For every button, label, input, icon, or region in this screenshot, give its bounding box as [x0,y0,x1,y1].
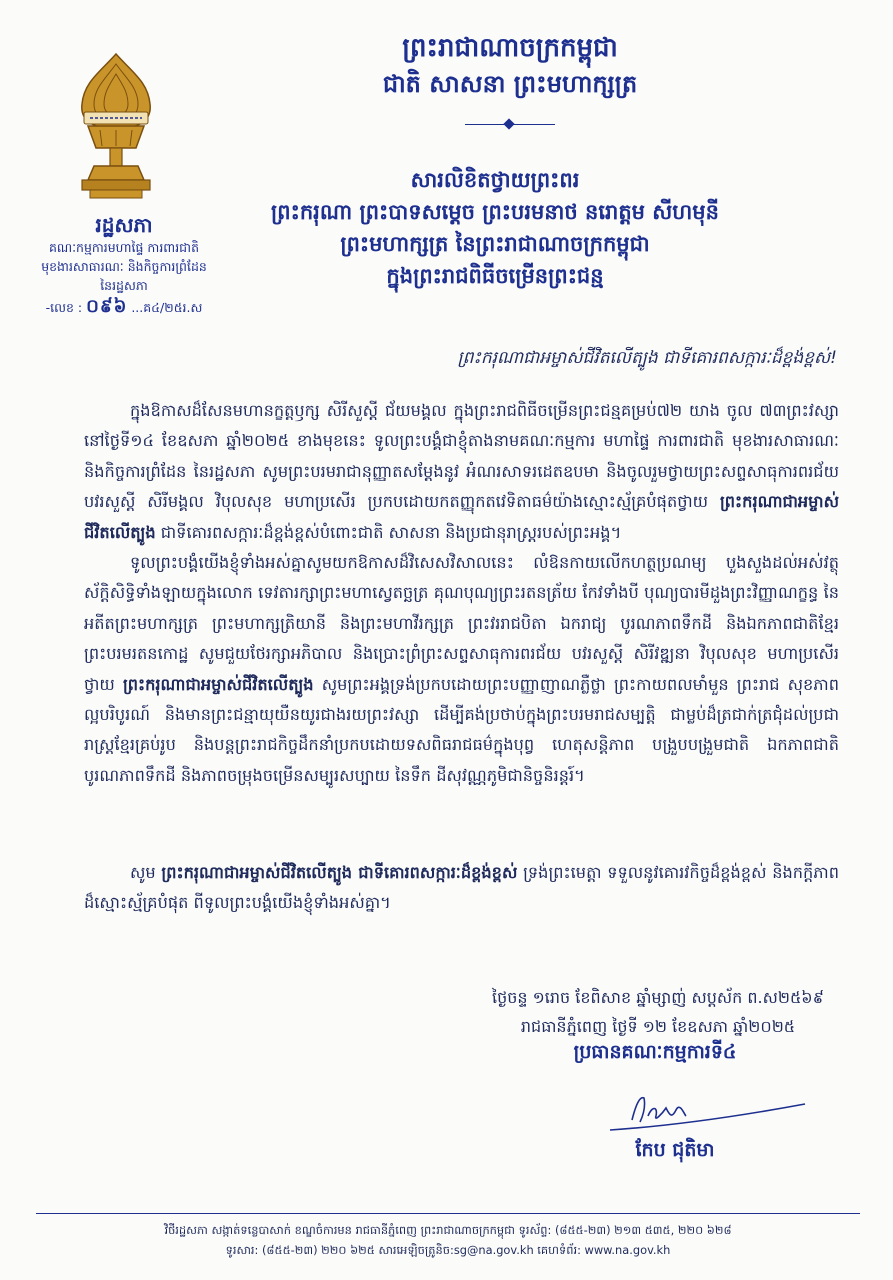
ornamental-divider [465,120,555,128]
kingdom-name: ព្រះរាជាណាចក្រកម្ពុជា [402,33,618,63]
letter-title [175,164,815,292]
royal-emblem-icon [70,52,162,202]
solar-date: រាជធានីភ្នំពេញ ថ្ងៃទី ១២ ខែឧសភា ឆ្នាំ២០២៥ [520,1017,796,1036]
paragraph-1: ក្នុងឱកាសដ៏សែនមហានក្ខត្តឫក្ស សិរីសួស្តី ជ័យមង្គល ក្នុងព្រះរាជពិធីចម្រើនព្រះជន្មគម្រប់៧២ យាង ចូល ៧៣ព្រះវស្សា នៅថ្ងៃទី១៤ ខែឧសភា ឆ្នាំ២០២៥ ខាងមុខនេះ ទូលព្រះបង្គំជាខ្ញុំតាងនាមគណៈកម្មការ មហាផ្ទៃ ការពារជាតិ មុខងារសាធារណៈ និងកិច្ចការព្រំដែន នៃរដ្ឋសភា សូមព្រះបរមរាជានុញ្ញាតសម្តែងនូវ អំណរសាទរដេតឧបមា និងចូលរួមថ្វាយព្រះសព្ទសាធុការពរជ័យ បវរសួស្តី សិរីមង្គល វិបុលសុខ មហាប្រសើរ ប្រកបដោយកតញ្ញុកតវេទិតាធម៌យ៉ាងស្មោះស្ម័គ្របំផុតថ្វាយ ព្រះករុណាជាអម្ចាស់ជីវិតលើត្បូង ជាទីគោរពសក្ការៈដ៏ខ្ពង់ខ្ពស់បំពោះជាតិ សាសនា និងប្រជានុរាស្ត្ររបស់ព្រះអង្គ។ [84,401,839,542]
signatory-title: ប្រធានគណៈកម្មការទី៤ [573,1041,737,1063]
title-line-1: សារលិខិតថ្វាយព្រះពរ [410,168,580,192]
ref-prefix: -លេខ : [45,300,83,315]
org-name: រដ្ឋសភា [95,213,153,237]
committee-line-3: នៃរដ្ឋសភា [100,278,148,293]
signatory-name: កែប ជុតិមា [635,1139,715,1161]
handwritten-signature [600,1086,810,1136]
paragraph-3: សូម ព្រះករុណាជាអម្ចាស់ជីវិតលើត្បូង ជាទីគោរពសក្ការៈដ៏ខ្ពង់ខ្ពស់ ទ្រង់ព្រះមេត្តា ទទួលនូវគោរវកិច្ចដ៏ខ្ពង់ខ្ពស់ និងកក្តីភាពដ៏ស្មោះស្ម័គ្របំផុត ពីទូលព្រះបង្គំយើងខ្ញុំទាំងអស់គ្នា។ [84,863,839,913]
date-block [488,983,828,1041]
committee-line-2: មុខងារសាធារណៈ និងកិច្ចការព្រំដែន [41,259,207,274]
salutation: ព្រះករុណាជាអម្ចាស់ជីវិតលើត្បូង ជាទីគោរពសក្ការៈដ៏ខ្ពង់ខ្ពស់! [457,348,837,368]
letterhead [230,30,790,128]
title-line-2: ព្រះករុណា ព្រះបាទសម្តេច ព្រះបរមនាថ នរោត្តម សីហមុនី [271,200,719,224]
national-motto: ជាតិ សាសនា ព្រះមហាក្សត្រ [382,70,638,98]
reference-number [24,297,224,318]
committee-line-1: គណៈកម្មការមហាផ្ទៃ ការពារជាតិ [49,240,199,255]
letter-body [84,396,839,922]
footer-address: វិថីរដ្ឋសភា សង្កាត់ទន្លេបាសាក់ ខណ្ឌចំការមន រាជធានីភ្នំពេញ ព្រះរាជាណាចក្រកម្ពុជា ទូរស័ព្ទ: (៨៥៥-២៣) ២១៣ ៥៣៥, ២២០ ៦២៨ [164,1223,732,1237]
footer-divider [36,1213,860,1214]
paragraph-2: ទូលព្រះបង្គំយើងខ្ញុំទាំងអស់គ្នាសូមយកឱកាសដ៏វិសេសវិសាលនេះ លំឱនកាយលើកហត្ថប្រណម្យ បួងសួងដល់អស់វត្ថុស័ក្តិសិទ្ធិទាំងឡាយក្នុងលោក ទេវតារក្សាព្រះមហាស្វេតច្ឆត្រ គុណបុណ្យព្រះរតនត្រ័យ កែវទាំងបី បុណ្យបារមីដួងព្រះវិញ្ញាណក្ខន្ធ នៃអតីតព្រះមហាក្សត្រ ព្រះមហាក្សត្រិយានី និងព្រះមហាវីរក្សត្រ ព្រះវររាជបិតា ឯករាជ្យ បូរណភាពទឹកដី និងឯកភាពជាតិខ្មែរ ព្រះបរមរតនកោដ្ឋ សូមជួយថែរក្សាអភិបាល និងប្រោះព្រំព្រះសព្ទសាធុការពរជ័យ បវរសួស្តី សិរីវឌ្ឍនា វិបុលសុខ មហាប្រសើរ ថ្វាយ ព្រះករុណាជាអម្ចាស់ជីវិតលើត្បូង សូមព្រះអង្គទ្រង់ប្រកបដោយព្រះបញ្ញាញាណភ្លឺថ្លា ព្រះកាយពលមាំមួន ព្រះរាជ សុខភាពល្អបរិបូរណ៍ និងមានព្រះជន្មាយុយឺនយូរជាងរយព្រះវស្សា ដើម្បីគង់ប្រថាប់ក្នុងព្រះបរមរាជសម្បត្តិ ជាម្លប់ដ៏ត្រជាក់ត្រជុំដល់ប្រជារាស្ត្រខ្មែរគ្រប់រូប និងបន្តព្រះរាជកិច្ចដឹកនាំប្រកបដោយទសពិធរាជធម៌ក្នុងបុព្វ ហេតុសន្តិភាព បង្រួបបង្រួមជាតិ ឯកភាពជាតិ បូរណភាពទឹកដី និងភាពចម្រុងចម្រើនសម្បូរសប្បាយ នៃទឹក ដីសុវណ្ណភូមិជានិច្ចនិរន្តរ៍។ [84,553,839,785]
title-line-3: ព្រះមហាក្សត្រ នៃព្រះរាជាណាចក្រកម្ពុជា [340,232,650,256]
footer [36,1220,860,1260]
footer-contact: ទូរសារ: (៨៥៥-២៣) ២២០ ៦២៥ សារអេឡិចត្រូនិច:sg@na.gov.kh គេហទំព័រ: www.na.gov.kh [225,1243,671,1257]
lunar-date: ថ្ងៃចន្ទ ១រោច ខែពិសាខ ឆ្នាំម្សាញ់ សប្តស័ក ព.ស២៥៦៩ [492,988,824,1007]
ref-number: ០៩៦ [86,296,128,317]
title-line-4: ក្នុងព្រះរាជពិធីចម្រើនព្រះជន្ម [386,264,604,288]
ref-suffix: ...គ៤/២៥រ.ស [131,300,203,315]
